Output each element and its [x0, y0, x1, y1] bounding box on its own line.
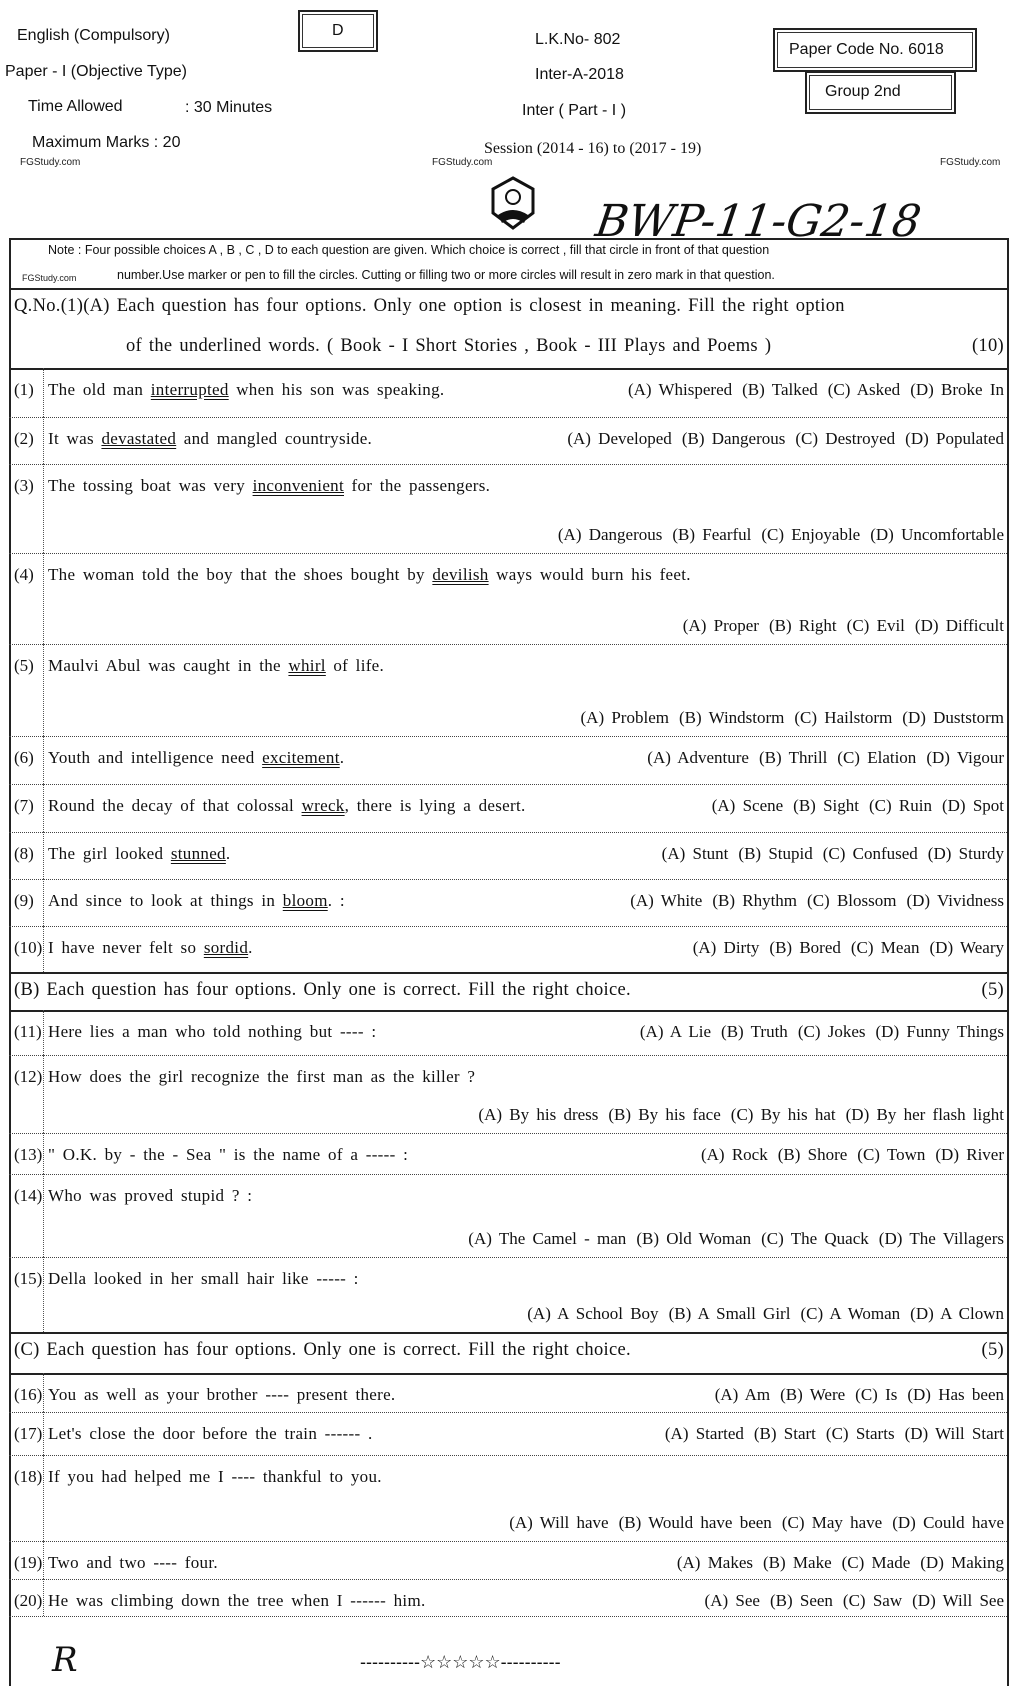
- question-text: [48, 796, 526, 816]
- option-b[interactable]: (B) Windstorm: [678, 708, 785, 727]
- option-c[interactable]: (C) Mean: [850, 938, 920, 957]
- options: [499, 1513, 1004, 1533]
- row-divider: [9, 1332, 1007, 1334]
- option-c[interactable]: (C) Is: [855, 1385, 898, 1404]
- row-divider: [9, 464, 1007, 465]
- question-number: (15): [14, 1269, 43, 1288]
- question-text-pre: Della looked in her small hair like ----- :: [48, 1269, 359, 1288]
- option-b[interactable]: (B) Seen: [769, 1591, 833, 1610]
- question-number: (10): [14, 938, 43, 957]
- question-text-pre: Who was proved stupid ? :: [48, 1186, 253, 1205]
- number-column-divider: [43, 1579, 44, 1616]
- question-text-pre: Round the decay of that colossal: [48, 796, 302, 815]
- row-divider: [9, 368, 1007, 370]
- question-text-pre: If you had helped me I ---- thankful to you.: [48, 1467, 382, 1486]
- handwritten-code: BWP-11-G2-18: [592, 196, 925, 247]
- row-divider: [9, 736, 1007, 737]
- number-column-divider: [43, 1133, 44, 1174]
- question-text-pre: And since to look at things in: [48, 891, 283, 910]
- option-c[interactable]: (C) Starts: [825, 1424, 895, 1443]
- option-d[interactable]: (D) Funny Things: [875, 1022, 1004, 1041]
- question-text-post: .: [225, 844, 231, 863]
- number-column-divider: [43, 879, 44, 926]
- option-b[interactable]: (B) Sight: [793, 796, 859, 815]
- subject: English (Compulsory): [17, 27, 170, 44]
- question-text: [48, 844, 230, 864]
- question-text-pre: You as well as your brother ---- present there.: [48, 1385, 396, 1404]
- option-a[interactable]: (A) A School Boy: [527, 1304, 659, 1323]
- question-text: [48, 1269, 359, 1289]
- option-d[interactable]: (D) Will Start: [904, 1424, 1004, 1443]
- option-a[interactable]: (A) Whispered: [627, 380, 733, 399]
- option-d[interactable]: (D) Broke In: [910, 380, 1004, 399]
- question-number: (19): [14, 1553, 43, 1572]
- options: [655, 1424, 1004, 1444]
- question-text: [48, 1553, 218, 1573]
- question-number: (20): [14, 1591, 43, 1610]
- board-seal-icon: [488, 175, 538, 231]
- watermark-text: FGStudy.com: [940, 157, 1001, 168]
- lk-number: L.K.No- 802: [535, 31, 621, 48]
- question-text-post: when his son was speaking.: [228, 380, 445, 399]
- option-c[interactable]: (C) The Quack: [761, 1229, 869, 1248]
- option-d[interactable]: (D) Has been: [907, 1385, 1004, 1404]
- handwritten-initial: R: [52, 1640, 78, 1680]
- number-column-divider: [43, 1412, 44, 1455]
- row-divider: [9, 784, 1007, 785]
- option-d[interactable]: (D) Making: [920, 1553, 1004, 1572]
- number-column-divider: [43, 464, 44, 553]
- max-marks: Maximum Marks : 20: [32, 134, 181, 151]
- option-b[interactable]: (B) Talked: [742, 380, 818, 399]
- row-divider: [9, 1133, 1007, 1134]
- section-marks: (5): [981, 1340, 1004, 1360]
- row-divider: [9, 1579, 1007, 1580]
- group: Group 2nd: [825, 83, 901, 100]
- number-column-divider: [43, 553, 44, 644]
- question-text: [48, 748, 344, 768]
- option-d[interactable]: (D) Weary: [929, 938, 1004, 957]
- underlined-word: wreck: [301, 796, 345, 815]
- option-c[interactable]: (C) Saw: [842, 1591, 903, 1610]
- option-c[interactable]: (C) Town: [857, 1145, 926, 1164]
- row-divider: [9, 1373, 1007, 1375]
- question-number: (1): [14, 380, 34, 399]
- option-b[interactable]: (B) Start: [753, 1424, 816, 1443]
- end-mark: ----------☆☆☆☆☆----------: [360, 1652, 561, 1672]
- option-b[interactable]: (B) Would have been: [618, 1513, 772, 1532]
- row-divider: [9, 1257, 1007, 1258]
- number-column-divider: [43, 1174, 44, 1257]
- underlined-word: inconvenient: [252, 476, 344, 495]
- option-a[interactable]: (A) Scene: [711, 796, 784, 815]
- row-divider: [9, 417, 1007, 418]
- options: [652, 844, 1004, 864]
- underlined-word: excitement: [262, 748, 340, 767]
- option-b[interactable]: (B) By his face: [608, 1105, 721, 1124]
- question-text-pre: He was climbing down the tree when I ------ him.: [48, 1591, 426, 1610]
- question-text-pre: The woman told the boy that the shoes bought by: [48, 565, 433, 584]
- row-divider: [9, 879, 1007, 880]
- paper-code-box: [773, 28, 977, 72]
- option-d[interactable]: (D) Could have: [892, 1513, 1004, 1532]
- option-c[interactable]: (C) May have: [781, 1513, 883, 1532]
- options: [620, 891, 1004, 911]
- option-d[interactable]: (D) The Villagers: [878, 1229, 1004, 1248]
- options: [517, 1304, 1004, 1324]
- question-text: [48, 656, 384, 676]
- option-c[interactable]: (C) By his hat: [730, 1105, 836, 1124]
- row-divider: [9, 1541, 1007, 1542]
- row-divider: [9, 553, 1007, 554]
- row-divider: [9, 1174, 1007, 1175]
- question-text-pre: The old man: [48, 380, 151, 399]
- option-a[interactable]: (A) Will have: [509, 1513, 609, 1532]
- options: [468, 1105, 1004, 1125]
- option-b[interactable]: (B) Old Woman: [636, 1229, 752, 1248]
- options: [618, 380, 1004, 400]
- number-column-divider: [43, 784, 44, 832]
- options: [705, 1385, 1004, 1405]
- question-number: (17): [14, 1424, 43, 1443]
- option-a[interactable]: (A) Developed: [567, 429, 672, 448]
- session: Session (2014 - 16) to (2017 - 19): [484, 140, 702, 157]
- question-text: [48, 1145, 408, 1165]
- option-c[interactable]: (C) Enjoyable: [761, 525, 861, 544]
- question-number: (12): [14, 1067, 43, 1086]
- question-text-post: for the passengers.: [343, 476, 491, 495]
- question-text-pre: The girl looked: [48, 844, 171, 863]
- underlined-word: interrupted: [150, 380, 229, 399]
- option-a[interactable]: (A) Problem: [580, 708, 669, 727]
- options: [630, 1022, 1004, 1042]
- row-divider: [9, 1616, 1007, 1617]
- row-divider: [9, 1055, 1007, 1056]
- question-text: [48, 891, 345, 911]
- row-divider: [9, 972, 1007, 974]
- question-number: (3): [14, 476, 34, 495]
- options: [673, 616, 1004, 636]
- option-b[interactable]: (B) Rhythm: [712, 891, 798, 910]
- number-column-divider: [43, 1373, 44, 1412]
- number-column-divider: [43, 926, 44, 972]
- question-text-pre: Here lies a man who told nothing but ---- :: [48, 1022, 377, 1041]
- options: [557, 429, 1004, 449]
- row-divider: [9, 288, 1007, 290]
- question-number: (13): [14, 1145, 43, 1164]
- question-text-pre: It was: [48, 429, 102, 448]
- number-column-divider: [43, 1257, 44, 1332]
- option-d[interactable]: (D) A Clown: [910, 1304, 1004, 1323]
- option-c[interactable]: (C) Ruin: [868, 796, 932, 815]
- options: [695, 1591, 1004, 1611]
- option-a[interactable]: (A) Am: [714, 1385, 771, 1404]
- option-c[interactable]: (C) Asked: [827, 380, 901, 399]
- number-column-divider: [43, 1010, 44, 1055]
- options: [683, 938, 1004, 958]
- question-text: [48, 565, 691, 585]
- question-text-post: ways would burn his feet.: [488, 565, 691, 584]
- row-divider: [9, 1412, 1007, 1413]
- note-line-1: Note : Four possible choices A , B , C , D to each question are given. Which choice is correct , fill that circle in front of that question: [48, 243, 770, 257]
- option-b[interactable]: (B) Were: [780, 1385, 846, 1404]
- section-marks: (5): [981, 980, 1004, 1000]
- option-a[interactable]: (A) Makes: [676, 1553, 754, 1572]
- option-b[interactable]: (B) Shore: [777, 1145, 848, 1164]
- section-marks: (10): [971, 336, 1004, 356]
- paper-type: Paper - I (Objective Type): [5, 63, 187, 80]
- underlined-word: devastated: [101, 429, 177, 448]
- question-text-post: . :: [327, 891, 345, 910]
- paper-code: Paper Code No. 6018: [789, 41, 944, 58]
- question-text: [48, 1424, 373, 1444]
- number-column-divider: [43, 1455, 44, 1541]
- section-instruction: (C) Each question has four options. Only one is correct. Fill the right choice.: [14, 1340, 631, 1360]
- question-number: (8): [14, 844, 34, 863]
- option-b[interactable]: (B) Thrill: [758, 748, 828, 767]
- option-d[interactable]: (D) Vividness: [906, 891, 1004, 910]
- options: [702, 796, 1004, 816]
- options: [548, 525, 1004, 545]
- number-column-divider: [43, 368, 44, 417]
- option-b[interactable]: (B) Bored: [769, 938, 841, 957]
- exam-part: Inter ( Part - I ): [522, 102, 627, 119]
- option-d[interactable]: (D) Vigour: [926, 748, 1004, 767]
- options: [571, 708, 1005, 728]
- option-d[interactable]: (D) Will See: [912, 1591, 1004, 1610]
- option-d[interactable]: (D) River: [935, 1145, 1004, 1164]
- option-c[interactable]: (C) Made: [841, 1553, 911, 1572]
- question-text: [48, 938, 253, 958]
- question-number: (7): [14, 796, 34, 815]
- option-b[interactable]: (B) Right: [768, 616, 837, 635]
- number-column-divider: [43, 736, 44, 784]
- option-b[interactable]: (B) Dangerous: [681, 429, 786, 448]
- row-divider: [9, 926, 1007, 927]
- paper-letter-box: [298, 10, 378, 52]
- section-instruction-cont: of the underlined words. ( Book - I Short Stories , Book - III Plays and Poems ): [126, 336, 772, 356]
- option-a[interactable]: (A) Proper: [682, 616, 759, 635]
- options: [691, 1145, 1004, 1165]
- question-text-post: , there is lying a desert.: [344, 796, 526, 815]
- question-text-post: .: [339, 748, 345, 767]
- option-a[interactable]: (A) White: [630, 891, 703, 910]
- question-text: [48, 380, 444, 400]
- question-text-pre: Two and two ---- four.: [48, 1553, 218, 1572]
- option-c[interactable]: (C) Confused: [822, 844, 918, 863]
- question-text: [48, 1591, 426, 1611]
- question-text: [48, 1186, 252, 1206]
- option-d[interactable]: (D) Difficult: [914, 616, 1004, 635]
- option-c[interactable]: (C) Evil: [846, 616, 905, 635]
- question-text: [48, 1467, 382, 1487]
- option-d[interactable]: (D) Populated: [905, 429, 1004, 448]
- question-number: (11): [14, 1022, 42, 1041]
- question-number: (4): [14, 565, 34, 584]
- underlined-word: bloom: [282, 891, 328, 910]
- options: [667, 1553, 1004, 1573]
- option-c[interactable]: (C) Elation: [837, 748, 917, 767]
- option-b[interactable]: (B) Fearful: [672, 525, 752, 544]
- underlined-word: sordid: [203, 938, 249, 957]
- option-a[interactable]: (A) Dirty: [692, 938, 760, 957]
- question-text-pre: The tossing boat was very: [48, 476, 253, 495]
- number-column-divider: [43, 644, 44, 736]
- option-a[interactable]: (A) A Lie: [639, 1022, 712, 1041]
- option-c[interactable]: (C) A Woman: [800, 1304, 901, 1323]
- option-c[interactable]: (C) Destroyed: [795, 429, 896, 448]
- option-b[interactable]: (B) Make: [763, 1553, 832, 1572]
- underlined-word: whirl: [288, 656, 326, 675]
- question-number: (2): [14, 429, 34, 448]
- number-column-divider: [43, 417, 44, 464]
- option-c[interactable]: (C) Hailstorm: [794, 708, 893, 727]
- options: [637, 748, 1004, 768]
- option-a[interactable]: (A) Rock: [700, 1145, 768, 1164]
- question-text: [48, 476, 490, 496]
- question-text-pre: " O.K. by - the - Sea " is the name of a ----- :: [48, 1145, 409, 1164]
- group-box: [805, 71, 956, 114]
- row-divider: [9, 832, 1007, 833]
- paper-letter: D: [332, 22, 344, 39]
- option-d[interactable]: (D) Sturdy: [927, 844, 1004, 863]
- number-column-divider: [43, 1055, 44, 1133]
- option-d[interactable]: (D) By her flash light: [845, 1105, 1004, 1124]
- question-number: (6): [14, 748, 34, 767]
- question-text-post: .: [248, 938, 253, 957]
- option-b[interactable]: (B) A Small Girl: [668, 1304, 791, 1323]
- row-divider: [9, 644, 1007, 645]
- question-text-pre: I have never felt so: [48, 938, 204, 957]
- option-a[interactable]: (A) See: [704, 1591, 760, 1610]
- option-d[interactable]: (D) Spot: [941, 796, 1004, 815]
- option-b[interactable]: (B) Truth: [721, 1022, 788, 1041]
- number-column-divider: [43, 1541, 44, 1579]
- question-number: (14): [14, 1186, 43, 1205]
- option-a[interactable]: (A) Dangerous: [557, 525, 663, 544]
- options: [458, 1229, 1004, 1249]
- option-d[interactable]: (D) Uncomfortable: [870, 525, 1004, 544]
- option-a[interactable]: (A) Stunt: [661, 844, 729, 863]
- question-text-post: of life.: [325, 656, 385, 675]
- question-text-post: and mangled countryside.: [176, 429, 373, 448]
- option-b[interactable]: (B) Stupid: [738, 844, 813, 863]
- question-text: [48, 1022, 376, 1042]
- question-number: (16): [14, 1385, 43, 1404]
- time-value: : 30 Minutes: [185, 99, 273, 116]
- question-number: (5): [14, 656, 34, 675]
- question-text-pre: Youth and intelligence need: [48, 748, 263, 767]
- question-text-pre: Let's close the door before the train ------ .: [48, 1424, 373, 1443]
- exam-name: Inter-A-2018: [535, 66, 624, 83]
- question-number: (18): [14, 1467, 43, 1486]
- question-number: (9): [14, 891, 34, 910]
- question-text: [48, 429, 372, 449]
- watermark-text: FGStudy.com: [22, 273, 77, 283]
- question-text: [48, 1067, 475, 1087]
- section-instruction: (B) Each question has four options. Only one is correct. Fill the right choice.: [14, 980, 631, 1000]
- underlined-word: stunned: [170, 844, 226, 863]
- question-text: [48, 1385, 395, 1405]
- option-a[interactable]: (A) Adventure: [647, 748, 749, 767]
- watermark-text: FGStudy.com: [20, 157, 81, 168]
- option-c[interactable]: (C) Blossom: [807, 891, 897, 910]
- option-a[interactable]: (A) By his dress: [478, 1105, 599, 1124]
- option-a[interactable]: (A) Started: [664, 1424, 744, 1443]
- time-label: Time Allowed: [28, 98, 123, 115]
- option-a[interactable]: (A) The Camel - man: [468, 1229, 627, 1248]
- underlined-word: devilish: [432, 565, 489, 584]
- number-column-divider: [43, 832, 44, 879]
- note-line-2: number.Use marker or pen to fill the circles. Cutting or filling two or more circles will result in zero mark in that question.: [117, 268, 775, 282]
- row-divider: [9, 1010, 1007, 1012]
- option-d[interactable]: (D) Duststorm: [902, 708, 1004, 727]
- question-text-pre: How does the girl recognize the first man as the killer ?: [48, 1067, 476, 1086]
- watermark-text: FGStudy.com: [432, 157, 493, 168]
- row-divider: [9, 1455, 1007, 1456]
- question-text-pre: Maulvi Abul was caught in the: [48, 656, 289, 675]
- option-c[interactable]: (C) Jokes: [797, 1022, 866, 1041]
- section-instruction: Q.No.(1)(A) Each question has four options. Only one option is closest in meaning. Fill the right option: [14, 296, 845, 316]
